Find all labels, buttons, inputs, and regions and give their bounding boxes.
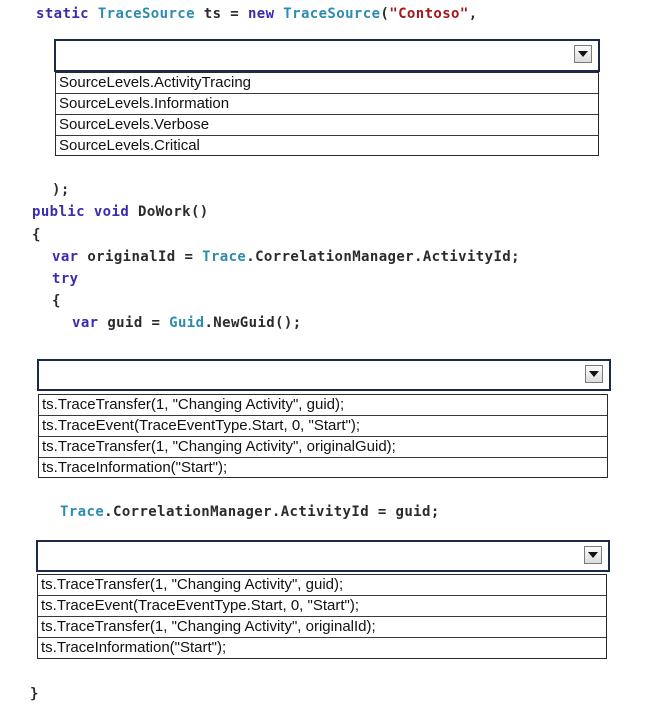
option-trace-information-start[interactable]: ts.TraceInformation("Start"); <box>42 459 228 476</box>
option-trace-event-start[interactable]: ts.TraceEvent(TraceEventType.Start, 0, "Start"); <box>39 416 607 437</box>
trace-call-dropdown-2[interactable] <box>36 540 610 572</box>
code-original-id-line <box>52 249 520 265</box>
option-trace-transfer-guid-2[interactable]: ts.TraceTransfer(1, "Changing Activity", guid); <box>38 575 606 596</box>
var-guid: guid = <box>98 315 170 331</box>
keyword-public: public <box>32 204 85 220</box>
source-levels-option-list <box>55 72 599 156</box>
option-source-levels-verbose[interactable]: SourceLevels.Verbose <box>56 115 598 136</box>
option-source-levels-critical[interactable]: SourceLevels.Critical <box>59 137 200 154</box>
code-guid-line <box>72 315 302 331</box>
comma: , <box>468 6 478 22</box>
code-try <box>52 271 79 287</box>
keyword-new: new <box>247 6 275 22</box>
code-line-tracesource <box>36 6 478 22</box>
option-trace-transfer-original-id[interactable]: ts.TraceTransfer(1, "Changing Activity", originalId); <box>38 617 606 638</box>
var-original-id: originalId = <box>78 249 203 265</box>
chevron-down-icon <box>578 51 588 57</box>
option-trace-event-start-2[interactable]: ts.TraceEvent(TraceEventType.Start, 0, "Start"); <box>38 596 606 617</box>
type-trace: Trace <box>202 249 247 265</box>
keyword-try: try <box>52 271 79 287</box>
new-guid-call: .NewGuid(); <box>204 315 302 331</box>
source-levels-dropdown-button[interactable] <box>574 45 592 63</box>
chevron-down-icon <box>588 552 598 558</box>
trace-call-dropdown-1[interactable] <box>37 359 611 391</box>
type-trace-assign: Trace <box>60 504 105 520</box>
code-open-brace-try: { <box>52 293 61 309</box>
keyword-void: void <box>93 204 130 220</box>
correlation-activity-id: .CorrelationManager.ActivityId; <box>246 249 520 265</box>
trace-call-dropdown-1-button[interactable] <box>585 365 603 383</box>
trace-call-option-list-2 <box>37 574 607 659</box>
option-trace-transfer-original-guid[interactable]: ts.TraceTransfer(1, "Changing Activity", originalGuid); <box>39 437 607 458</box>
open-paren: ( <box>380 6 390 22</box>
code-method-signature <box>32 204 209 220</box>
option-source-levels-information[interactable]: SourceLevels.Information <box>56 94 598 115</box>
code-close-brace: } <box>30 686 39 702</box>
option-trace-information-start-2[interactable]: ts.TraceInformation("Start"); <box>41 639 227 656</box>
var-ts: ts = <box>194 6 248 22</box>
keyword-var: var <box>52 249 79 265</box>
activity-id-assign-tail: .CorrelationManager.ActivityId = guid; <box>104 504 440 520</box>
keyword-var-guid: var <box>72 315 99 331</box>
keyword-static: static <box>36 6 89 22</box>
source-levels-dropdown[interactable] <box>54 39 600 72</box>
option-source-levels-activity-tracing[interactable]: SourceLevels.ActivityTracing <box>56 73 598 94</box>
code-open-brace-method: { <box>32 227 41 243</box>
type-tracesource-ctor: TraceSource <box>283 6 381 22</box>
trace-call-dropdown-2-button[interactable] <box>584 546 602 564</box>
method-name: DoWork() <box>138 204 209 220</box>
trace-call-option-list-1 <box>38 394 608 478</box>
option-trace-transfer-guid[interactable]: ts.TraceTransfer(1, "Changing Activity", guid); <box>39 395 607 416</box>
string-contoso: "Contoso" <box>389 6 469 22</box>
code-close-paren: ); <box>52 182 70 198</box>
type-guid: Guid <box>169 315 205 331</box>
chevron-down-icon <box>589 371 599 377</box>
type-tracesource: TraceSource <box>97 6 195 22</box>
code-activity-id-assign <box>60 504 440 520</box>
